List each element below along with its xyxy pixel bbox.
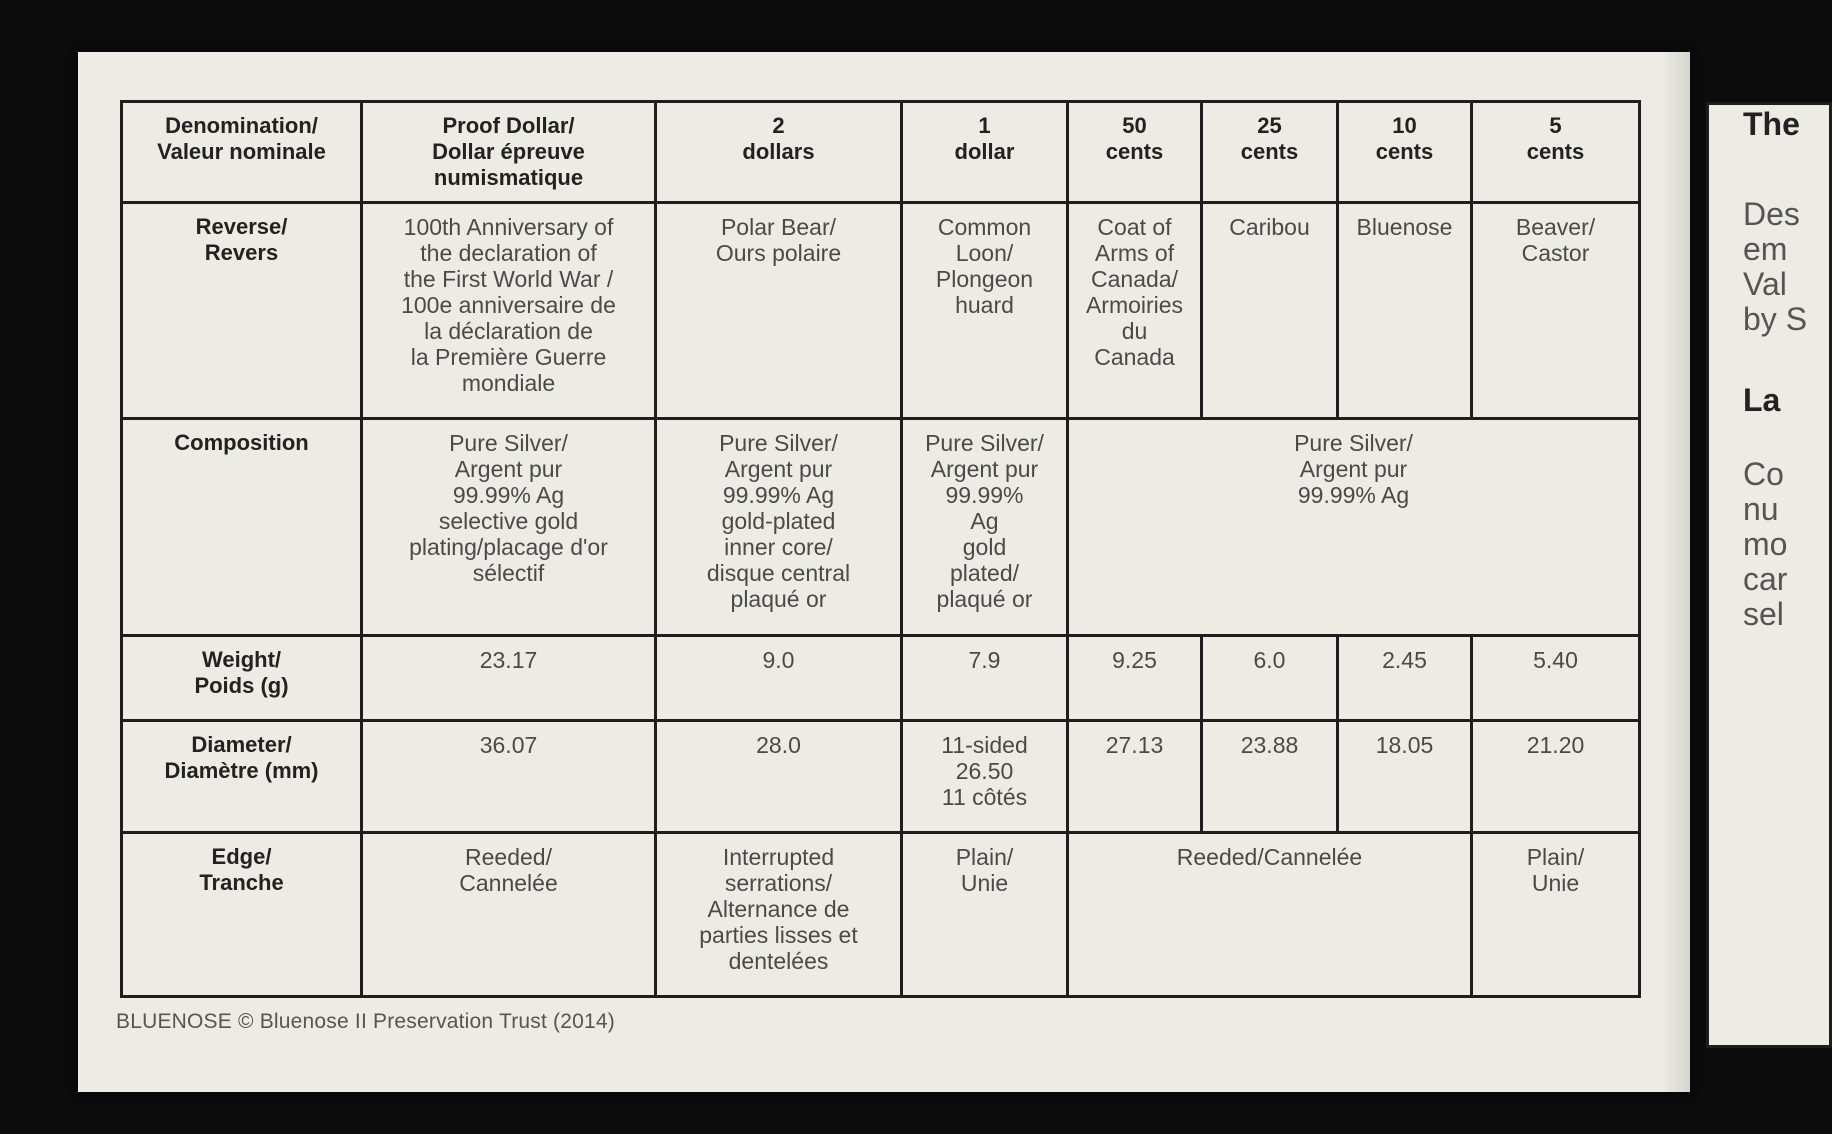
reverse-row [122,203,1640,418]
col-2-dollars: 2 dollars [656,102,902,203]
composition-label: Composition [122,418,362,635]
adjacent-page-panel [1706,102,1832,1048]
diameter-50-cents: 27.13 [1068,720,1202,832]
weight-50-cents: 9.25 [1068,635,1202,720]
col-50-cents: 50 cents [1068,102,1202,203]
weight-25-cents: 6.0 [1202,635,1338,720]
col-25-cents: 25 cents [1202,102,1338,203]
page-fold-shadow [1662,52,1690,1092]
edge-5-cents: Plain/ Unie [1472,832,1640,996]
side-heading-french: La [1743,382,1781,418]
edge-row [122,832,1640,996]
composition-2-dollars: Pure Silver/ Argent pur 99.99% Ag gold-plated inner core/ disque central plaqué or [656,418,902,635]
edge-2-dollars: Interrupted serrations/ Alternance de parties lisses et dentelées [656,832,902,996]
edge-1-dollar: Plain/ Unie [902,832,1068,996]
reverse-proof-dollar: 100th Anniversary of the declaration of the First World War / 100e anniversaire de la déclaration de la Première Guerre mondiale [362,203,656,418]
reverse-10-cents: Bluenose [1338,203,1472,418]
weight-label: Weight/ Poids (g) [122,635,362,720]
edge-proof-dollar: Reeded/ Cannelée [362,832,656,996]
diameter-5-cents: 21.20 [1472,720,1640,832]
weight-2-dollars: 9.0 [656,635,902,720]
copyright-credit: BLUENOSE © Bluenose II Preservation Trust (2014) [116,1010,615,1033]
reverse-2-dollars: Polar Bear/ Ours polaire [656,203,902,418]
reverse-label: Reverse/ Revers [122,203,362,418]
diameter-10-cents: 18.05 [1338,720,1472,832]
composition-1-dollar: Pure Silver/ Argent pur 99.99% Ag gold plated/ plaqué or [902,418,1068,635]
composition-row [122,418,1640,635]
col-10-cents: 10 cents [1338,102,1472,203]
diameter-2-dollars: 28.0 [656,720,902,832]
weight-row [122,635,1640,720]
side-heading-english: The [1743,106,1800,142]
specifications-table [120,100,1641,998]
reverse-50-cents: Coat of Arms of Canada/ Armoiries du Canada [1068,203,1202,418]
weight-5-cents: 5.40 [1472,635,1640,720]
side-paragraph-english: Des em Val by S [1743,196,1808,337]
diameter-25-cents: 23.88 [1202,720,1338,832]
denomination-label: Denomination/ Valeur nominale [122,102,362,203]
side-paragraph-french: Co nu mo car sel [1743,456,1788,632]
weight-proof-dollar: 23.17 [362,635,656,720]
denomination-row [122,102,1640,203]
reverse-25-cents: Caribou [1202,203,1338,418]
weight-1-dollar: 7.9 [902,635,1068,720]
diameter-row [122,720,1640,832]
edge-cents: Reeded/Cannelée [1068,832,1472,996]
reverse-1-dollar: Common Loon/ Plongeon huard [902,203,1068,418]
composition-proof-dollar: Pure Silver/ Argent pur 99.99% Ag selective gold plating/placage d'or sélectif [362,418,656,635]
composition-cents: Pure Silver/ Argent pur 99.99% Ag [1068,418,1640,635]
diameter-label: Diameter/ Diamètre (mm) [122,720,362,832]
col-proof-dollar: Proof Dollar/ Dollar épreuve numismatique [362,102,656,203]
edge-label: Edge/ Tranche [122,832,362,996]
col-5-cents: 5 cents [1472,102,1640,203]
coin-spec-card [78,52,1690,1092]
diameter-proof-dollar: 36.07 [362,720,656,832]
weight-10-cents: 2.45 [1338,635,1472,720]
diameter-1-dollar: 11-sided 26.50 11 côtés [902,720,1068,832]
reverse-5-cents: Beaver/ Castor [1472,203,1640,418]
col-1-dollar: 1 dollar [902,102,1068,203]
